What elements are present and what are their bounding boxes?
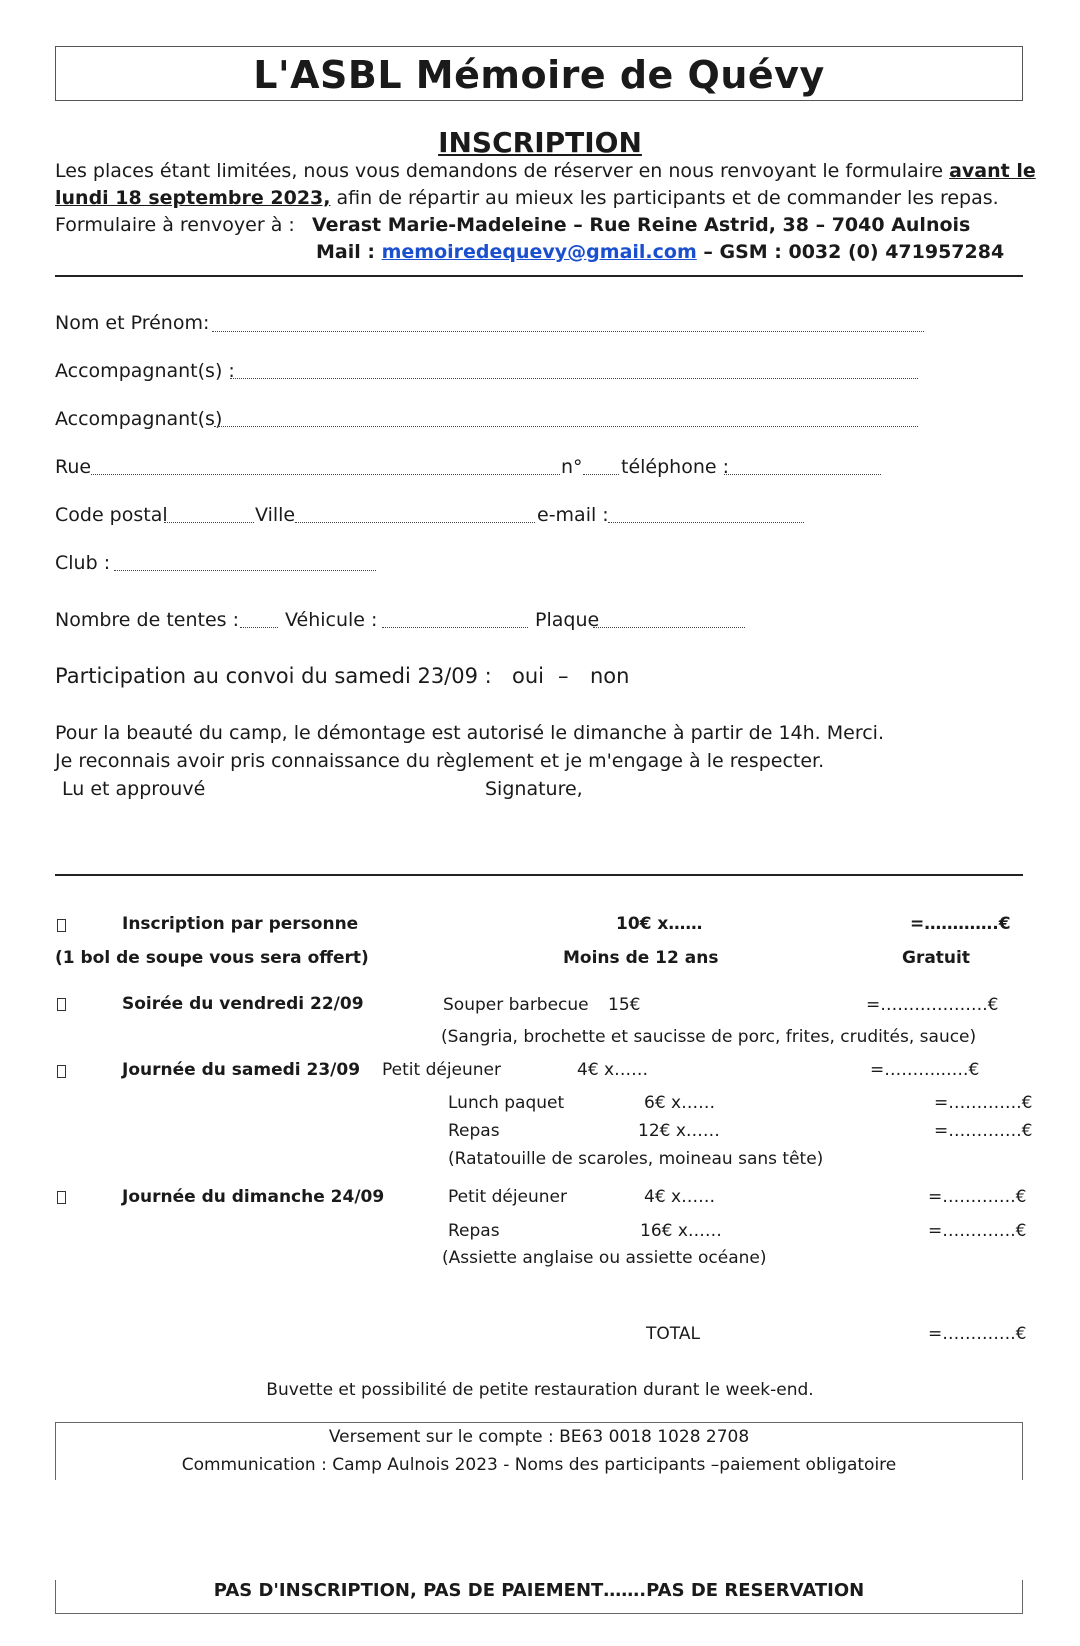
postal-label: Code postal bbox=[55, 504, 168, 526]
rules-acknowledgement: Je reconnais avoir pris connaissance du règlement et je m'engage à le respecter. bbox=[55, 750, 825, 772]
intro-line-2 bbox=[55, 187, 999, 209]
return-address: Verast Marie-Madeleine – Rue Reine Astrid, 38 – 7040 Aulnois bbox=[312, 214, 971, 236]
sat-meal-label: Repas bbox=[448, 1121, 500, 1141]
saturday-label: Journée du samedi 23/09 bbox=[122, 1060, 361, 1080]
return-label: Formulaire à renvoyer à : bbox=[55, 214, 295, 236]
dismantling-notice: Pour la beauté du camp, le démontage est autorisé le dimanche à partir de 14h. Merci. bbox=[55, 722, 884, 744]
number-label: n° bbox=[561, 456, 583, 478]
signature-divider bbox=[55, 874, 1023, 876]
number-field[interactable] bbox=[583, 474, 619, 475]
name-field[interactable] bbox=[212, 331, 924, 332]
registration-label: Inscription par personne bbox=[122, 914, 359, 934]
vehicle-label: Véhicule : bbox=[285, 609, 378, 631]
bbq-total[interactable]: =……………….€ bbox=[866, 995, 999, 1015]
convoy-no[interactable]: non bbox=[590, 664, 630, 688]
total-label: TOTAL bbox=[646, 1324, 700, 1344]
sun-meal-total[interactable]: =………….€ bbox=[928, 1221, 1027, 1241]
lunch-price: 6€ x…… bbox=[644, 1093, 716, 1113]
bbq-detail: (Sangria, brochette et saucisse de porc, frites, crudités, sauce) bbox=[441, 1027, 977, 1047]
companion-field-1[interactable] bbox=[230, 378, 918, 379]
convoy-dash: – bbox=[558, 664, 569, 688]
name-label: Nom et Prénom: bbox=[55, 312, 210, 334]
bbq-label: Souper barbecue bbox=[443, 995, 589, 1015]
registration-price: 10€ x…… bbox=[616, 914, 703, 934]
bank-account: Versement sur le compte : BE63 0018 1028 2708 bbox=[328, 1427, 750, 1447]
sat-meal-total[interactable]: =………….€ bbox=[934, 1121, 1033, 1141]
club-field[interactable] bbox=[114, 570, 376, 571]
sun-meal-detail: (Assiette anglaise ou assiette océane) bbox=[442, 1248, 767, 1268]
sat-breakfast-total[interactable]: =………..….€ bbox=[870, 1060, 980, 1080]
intro-text-1a: Les places étant limitées, nous vous demandons de réserver en nous renvoyant le formulaire bbox=[55, 160, 950, 182]
tents-field[interactable] bbox=[240, 627, 278, 628]
email-label: e-mail : bbox=[537, 504, 609, 526]
postal-field[interactable] bbox=[164, 522, 254, 523]
gsm-number: – GSM : 0032 (0) 471957284 bbox=[696, 241, 1005, 263]
convoy-label: Participation au convoi du samedi 23/09 : bbox=[55, 664, 492, 688]
sun-breakfast-total[interactable]: =………….€ bbox=[928, 1187, 1027, 1207]
friday-checkbox[interactable] bbox=[57, 998, 66, 1011]
sat-breakfast-price: 4€ x…… bbox=[577, 1060, 649, 1080]
email-link[interactable]: memoiredequevy@gmail.com bbox=[381, 241, 697, 263]
sunday-checkbox[interactable] bbox=[57, 1191, 66, 1204]
title-box bbox=[55, 46, 1023, 101]
mail-label: Mail : bbox=[316, 241, 382, 263]
lunch-label: Lunch paquet bbox=[448, 1093, 565, 1113]
sunday-label: Journée du dimanche 24/09 bbox=[122, 1187, 385, 1207]
soup-note: (1 bol de soupe vous sera offert) bbox=[55, 948, 369, 968]
companion-label-1: Accompagnant(s) : bbox=[55, 360, 235, 382]
registration-checkbox[interactable] bbox=[57, 919, 66, 932]
sun-meal-price: 16€ x…… bbox=[640, 1221, 722, 1241]
lunch-total[interactable]: =………….€ bbox=[934, 1093, 1033, 1113]
sat-breakfast-label: Petit déjeuner bbox=[382, 1060, 501, 1080]
club-label: Club : bbox=[55, 552, 111, 574]
payment-communication: Communication : Camp Aulnois 2023 - Noms des participants –paiement obligatoire bbox=[181, 1455, 897, 1475]
approved-label: Lu et approuvé bbox=[62, 778, 206, 800]
vehicle-field[interactable] bbox=[382, 627, 528, 628]
friday-label: Soirée du vendredi 22/09 bbox=[122, 994, 364, 1014]
bbq-price: 15€ bbox=[608, 995, 641, 1015]
city-label: Ville bbox=[255, 504, 296, 526]
total-value[interactable]: =………….€ bbox=[928, 1324, 1027, 1344]
page-title: L'ASBL Mémoire de Quévy bbox=[253, 53, 825, 97]
plate-field[interactable] bbox=[593, 627, 745, 628]
registration-total[interactable]: =………….€ bbox=[910, 914, 1011, 934]
sun-meal-label: Repas bbox=[448, 1221, 500, 1241]
payment-box bbox=[55, 1422, 1023, 1480]
inscription-heading: INSCRIPTION bbox=[438, 126, 642, 159]
deadline-text-a: avant le bbox=[949, 160, 1036, 182]
convoy-yes[interactable]: oui bbox=[512, 664, 544, 688]
sun-breakfast-price: 4€ x…… bbox=[644, 1187, 716, 1207]
tents-label: Nombre de tentes : bbox=[55, 609, 239, 631]
sun-breakfast-label: Petit déjeuner bbox=[448, 1187, 567, 1207]
saturday-checkbox[interactable] bbox=[57, 1065, 66, 1078]
deadline-date: lundi 18 septembre 2023, bbox=[55, 187, 331, 209]
sat-meal-detail: (Ratatouille de scaroles, moineau sans tête) bbox=[448, 1149, 824, 1169]
phone-field[interactable] bbox=[724, 474, 881, 475]
email-field[interactable] bbox=[608, 522, 804, 523]
under-12-label: Moins de 12 ans bbox=[563, 948, 719, 968]
contact-line bbox=[316, 241, 1004, 263]
signature-label: Signature, bbox=[485, 778, 583, 800]
city-field[interactable] bbox=[295, 522, 535, 523]
plate-label: Plaque bbox=[535, 609, 600, 631]
intro-text-2b: afin de répartir au mieux les participants et de commander les repas. bbox=[330, 187, 999, 209]
intro-line-1 bbox=[55, 160, 1036, 182]
street-label: Rue bbox=[55, 456, 92, 478]
sat-meal-price: 12€ x…… bbox=[638, 1121, 720, 1141]
header-divider bbox=[55, 275, 1023, 277]
phone-label: téléphone : bbox=[621, 456, 730, 478]
warning-box bbox=[55, 1580, 1023, 1614]
free-label: Gratuit bbox=[902, 948, 970, 968]
companion-field-2[interactable] bbox=[214, 426, 918, 427]
no-reservation-warning: PAS D'INSCRIPTION, PAS DE PAIEMENT…….PAS DE RESERVATION bbox=[213, 1580, 865, 1601]
street-field[interactable] bbox=[91, 474, 560, 475]
bar-notice: Buvette et possibilité de petite restauration durant le week-end. bbox=[266, 1380, 814, 1400]
companion-label-2: Accompagnant(s) bbox=[55, 408, 223, 430]
